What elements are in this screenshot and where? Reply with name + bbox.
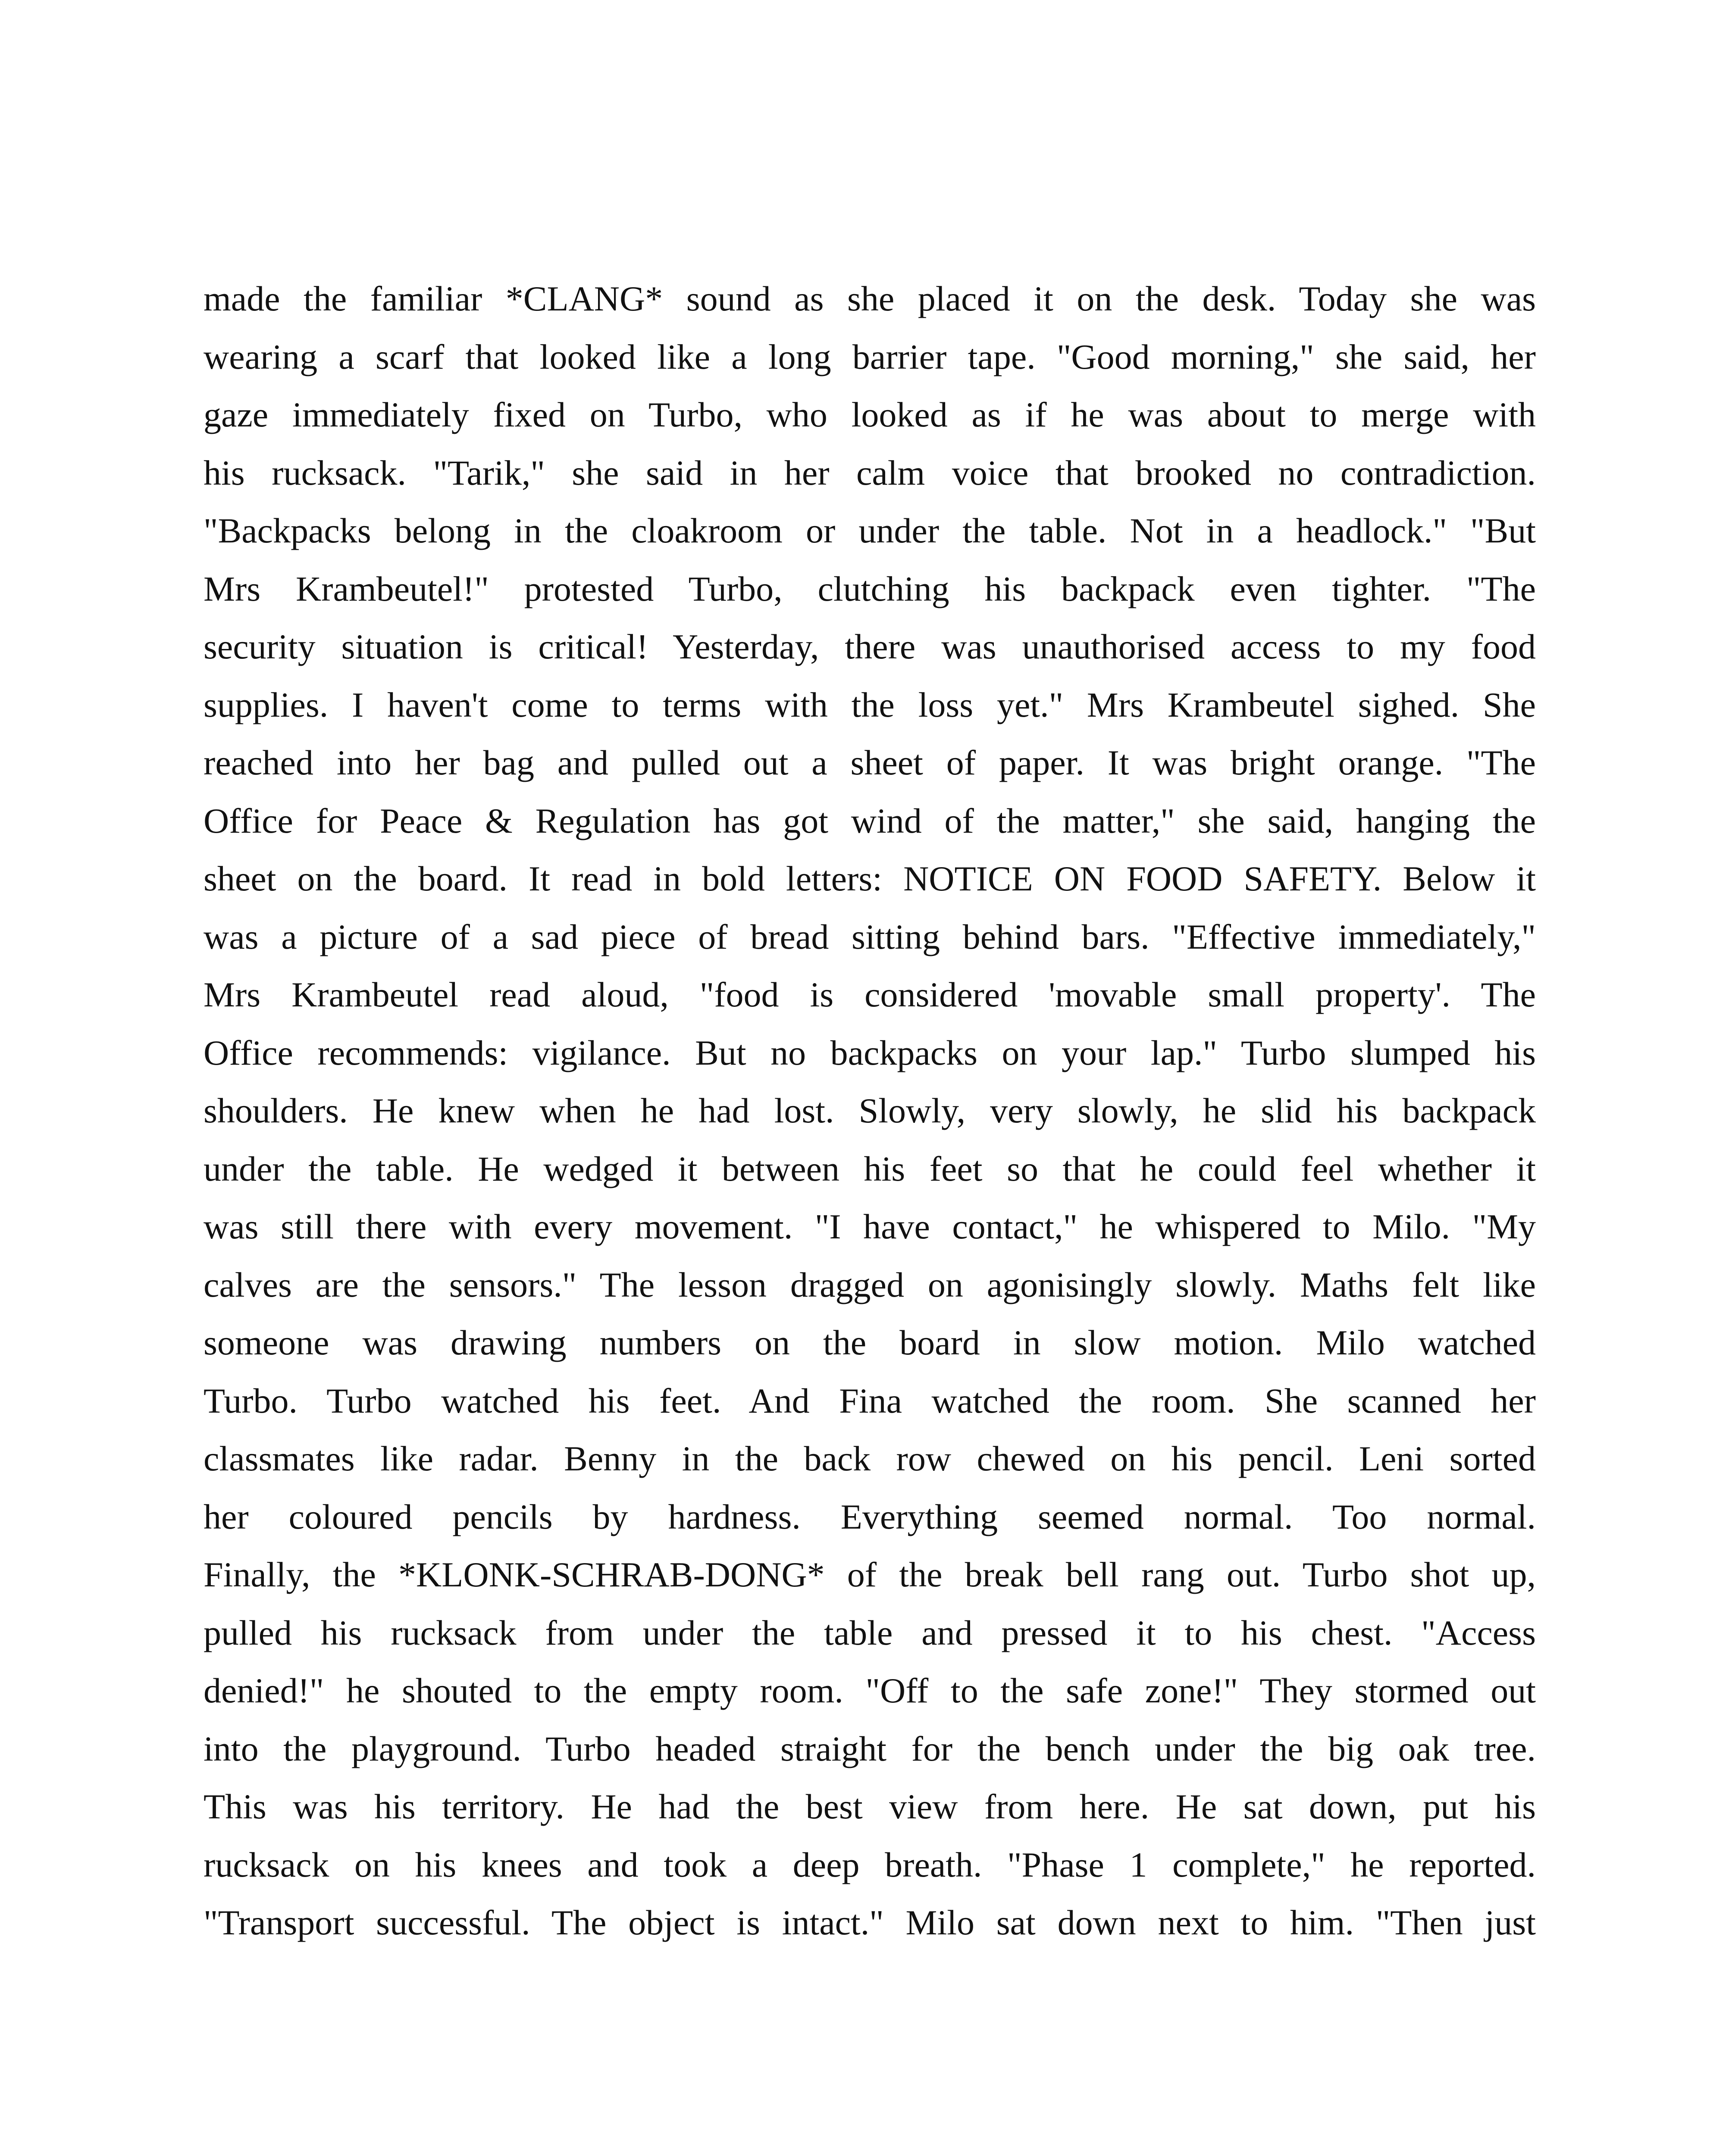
text-line: supplies. I haven't come to terms with the loss yet." Mrs Krambeutel sighed. She: [204, 685, 1536, 724]
text-line: her coloured pencils by hardness. Everything seemed normal. Too normal.: [204, 1497, 1536, 1536]
text-line: security situation is critical! Yesterday, there was unauthorised access to my food: [204, 627, 1536, 666]
text-line: "Backpacks belong in the cloakroom or under the table. Not in a headlock." "But: [204, 511, 1536, 550]
text-line: denied!" he shouted to the empty room. "Off to the safe zone!" They stormed out: [204, 1671, 1536, 1710]
text-line: pulled his rucksack from under the table and pressed it to his chest. "Access: [204, 1613, 1536, 1652]
text-line: gaze immediately fixed on Turbo, who looked as if he was about to merge with: [204, 395, 1536, 434]
text-line: Turbo. Turbo watched his feet. And Fina watched the room. She scanned her: [204, 1381, 1536, 1420]
text-line: Finally, the *KLONK-SCHRAB-DONG* of the break bell rang out. Turbo shot up,: [204, 1555, 1536, 1594]
text-line: shoulders. He knew when he had lost. Slowly, very slowly, he slid his backpack: [204, 1091, 1536, 1130]
text-line: rucksack on his knees and took a deep breath. "Phase 1 complete," he reported.: [204, 1845, 1536, 1884]
text-line: Mrs Krambeutel read aloud, "food is considered 'movable small property'. The: [204, 975, 1536, 1014]
text-line: classmates like radar. Benny in the back row chewed on his pencil. Leni sorted: [204, 1439, 1536, 1478]
text-line: This was his territory. He had the best view from here. He sat down, put his: [204, 1787, 1536, 1826]
text-line: "Transport successful. The object is intact." Milo sat down next to him. "Then just: [204, 1903, 1536, 1942]
text-line: reached into her bag and pulled out a sheet of paper. It was bright orange. "The: [204, 743, 1536, 782]
text-line: was still there with every movement. "I have contact," he whispered to Milo. "My: [204, 1207, 1536, 1246]
text-line: wearing a scarf that looked like a long barrier tape. "Good morning," she said, her: [204, 337, 1536, 376]
text-line: Mrs Krambeutel!" protested Turbo, clutching his backpack even tighter. "The: [204, 569, 1536, 608]
text-line: sheet on the board. It read in bold letters: NOTICE ON FOOD SAFETY. Below it: [204, 859, 1536, 898]
text-line: someone was drawing numbers on the board in slow motion. Milo watched: [204, 1323, 1536, 1362]
text-line: Office recommends: vigilance. But no backpacks on your lap." Turbo slumped his: [204, 1033, 1536, 1072]
text-line: his rucksack. "Tarik," she said in her calm voice that brooked no contradiction.: [204, 453, 1536, 492]
text-line: Office for Peace & Regulation has got wind of the matter," she said, hanging the: [204, 801, 1536, 840]
text-line: calves are the sensors." The lesson dragged on agonisingly slowly. Maths felt like: [204, 1265, 1536, 1304]
text-line: made the familiar *CLANG* sound as she placed it on the desk. Today she was: [204, 279, 1536, 318]
text-line: was a picture of a sad piece of bread sitting behind bars. "Effective immediately,": [204, 917, 1536, 956]
body-text: [204, 270, 1536, 1952]
text-line: under the table. He wedged it between his feet so that he could feel whether it: [204, 1149, 1536, 1188]
text-line: into the playground. Turbo headed straight for the bench under the big oak tree.: [204, 1729, 1536, 1768]
